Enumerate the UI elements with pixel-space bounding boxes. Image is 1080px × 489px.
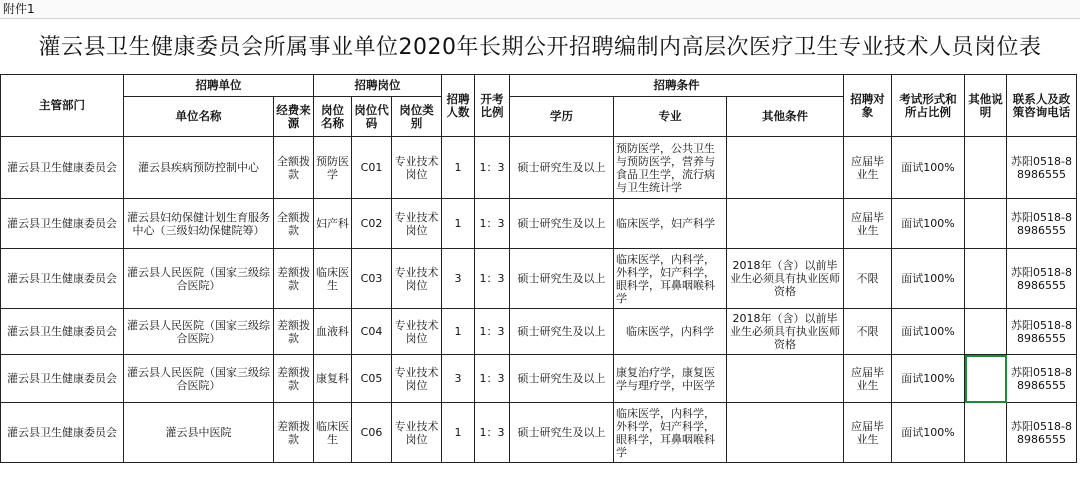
- header-funding: 经费来源: [274, 97, 314, 137]
- cell-dept[interactable]: 灌云县卫生健康委员会: [1, 355, 124, 403]
- header-post-type: 岗位类别: [392, 97, 442, 137]
- cell-unit[interactable]: 灌云县人民医院（国家三级综合医院）: [124, 355, 274, 403]
- header-exam: 考试形式和所占比例: [892, 75, 965, 137]
- document-title: 灌云县卫生健康委员会所属事业单位2020年长期公开招聘编制内高层次医疗卫生专业技术人员岗位表: [38, 35, 1042, 60]
- header-unit-group: 招聘单位: [124, 75, 314, 97]
- header-other-note: 其他说明: [965, 75, 1007, 137]
- cell-unit[interactable]: 灌云县人民医院（国家三级综合医院）: [124, 309, 274, 355]
- cell-dept[interactable]: 灌云县卫生健康委员会: [1, 199, 124, 249]
- cell-target[interactable]: 应届毕业生: [844, 137, 892, 199]
- cell-education[interactable]: 硕士研究生及以上: [510, 137, 614, 199]
- cell-ratio[interactable]: 1：3: [475, 199, 510, 249]
- cell-other-cond[interactable]: [727, 355, 844, 403]
- header-cond-group: 招聘条件: [510, 75, 844, 97]
- cell-dept[interactable]: 灌云县卫生健康委员会: [1, 249, 124, 309]
- cell-ratio[interactable]: 1：3: [475, 403, 510, 463]
- cell-count[interactable]: 1: [442, 309, 475, 355]
- cell-exam[interactable]: 面试100%: [892, 249, 965, 309]
- cell-ratio[interactable]: 1：3: [475, 249, 510, 309]
- cell-exam[interactable]: 面试100%: [892, 355, 965, 403]
- header-unit-name: 单位名称: [124, 97, 274, 137]
- cell-funding[interactable]: 差额拨款: [274, 309, 314, 355]
- cell-funding[interactable]: 差额拨款: [274, 355, 314, 403]
- cell-type[interactable]: 专业技术岗位: [392, 355, 442, 403]
- table-row: [1, 199, 1077, 249]
- header-other-cond: 其他条件: [727, 97, 844, 137]
- cell-unit[interactable]: 灌云县妇幼保健计划生育服务中心（三级妇幼保健院筹）: [124, 199, 274, 249]
- cell-post[interactable]: 预防医学: [314, 137, 352, 199]
- cell-note[interactable]: [965, 137, 1007, 199]
- cell-count[interactable]: 1: [442, 137, 475, 199]
- cell-code[interactable]: C06: [352, 403, 392, 463]
- table-row: [1, 355, 1077, 403]
- cell-education[interactable]: 硕士研究生及以上: [510, 403, 614, 463]
- cell-contact[interactable]: 苏阳0518-88986555: [1007, 249, 1077, 309]
- cell-post[interactable]: 妇产科: [314, 199, 352, 249]
- table-row: [1, 249, 1077, 309]
- cell-unit[interactable]: 灌云县人民医院（国家三级综合医院）: [124, 249, 274, 309]
- cell-other-cond[interactable]: 2018年（含）以前毕业生必须具有执业医师资格: [727, 249, 844, 309]
- table-row: [1, 137, 1077, 199]
- cell-note[interactable]: [965, 309, 1007, 355]
- cell-dept[interactable]: 灌云县卫生健康委员会: [1, 403, 124, 463]
- cell-code[interactable]: C04: [352, 309, 392, 355]
- cell-target[interactable]: 应届毕业生: [844, 403, 892, 463]
- cell-ratio[interactable]: 1：3: [475, 355, 510, 403]
- cell-note[interactable]: [965, 403, 1007, 463]
- cell-code[interactable]: C01: [352, 137, 392, 199]
- cell-count[interactable]: 1: [442, 403, 475, 463]
- cell-major[interactable]: 预防医学，公共卫生与预防医学，营养与食品卫生学，流行病与卫生统计学: [614, 137, 727, 199]
- cell-funding[interactable]: 差额拨款: [274, 249, 314, 309]
- cell-education[interactable]: 硕士研究生及以上: [510, 199, 614, 249]
- cell-target[interactable]: 应届毕业生: [844, 355, 892, 403]
- cell-exam[interactable]: 面试100%: [892, 309, 965, 355]
- cell-target[interactable]: 不限: [844, 249, 892, 309]
- cell-type[interactable]: 专业技术岗位: [392, 249, 442, 309]
- header-count: 招聘人数: [442, 75, 475, 137]
- cell-type[interactable]: 专业技术岗位: [392, 403, 442, 463]
- cell-funding[interactable]: 全额拨款: [274, 199, 314, 249]
- cell-other-cond[interactable]: [727, 403, 844, 463]
- cell-other-cond[interactable]: [727, 199, 844, 249]
- header-major: 专业: [614, 97, 727, 137]
- cell-other-cond[interactable]: 2018年（含）以前毕业生必须具有执业医师资格: [727, 309, 844, 355]
- cell-target[interactable]: 不限: [844, 309, 892, 355]
- cell-dept[interactable]: 灌云县卫生健康委员会: [1, 309, 124, 355]
- cell-count[interactable]: 3: [442, 249, 475, 309]
- header-post-name: 岗位名称: [314, 97, 352, 137]
- cell-post[interactable]: 康复科: [314, 355, 352, 403]
- cell-code[interactable]: C02: [352, 199, 392, 249]
- cell-count[interactable]: 3: [442, 355, 475, 403]
- cell-contact[interactable]: 苏阳0518-88986555: [1007, 199, 1077, 249]
- cell-funding[interactable]: 全额拨款: [274, 137, 314, 199]
- header-ratio: 开考比例: [475, 75, 510, 137]
- header-dept: 主管部门: [1, 75, 124, 137]
- cell-type[interactable]: 专业技术岗位: [392, 137, 442, 199]
- cell-major[interactable]: 临床医学，内科学，外科学，妇产科学，眼科学，耳鼻咽喉科学: [614, 249, 727, 309]
- cell-post[interactable]: 血液科: [314, 309, 352, 355]
- header-target: 招聘对象: [844, 75, 892, 137]
- header-post-group: 招聘岗位: [314, 75, 442, 97]
- cell-ratio[interactable]: 1：3: [475, 309, 510, 355]
- cell-major[interactable]: 临床医学，内科学，外科学，妇产科学，眼科学，耳鼻咽喉科学: [614, 403, 727, 463]
- selected-cell-note[interactable]: [965, 355, 1007, 403]
- cell-contact[interactable]: 苏阳0518-88986555: [1007, 137, 1077, 199]
- cell-exam[interactable]: 面试100%: [892, 403, 965, 463]
- header-post-code: 岗位代码: [352, 97, 392, 137]
- cell-education[interactable]: 硕士研究生及以上: [510, 355, 614, 403]
- cell-note[interactable]: [965, 249, 1007, 309]
- cell-code[interactable]: C03: [352, 249, 392, 309]
- cell-unit[interactable]: 灌云县中医院: [124, 403, 274, 463]
- cell-contact[interactable]: 苏阳0518-88986555: [1007, 355, 1077, 403]
- cell-education[interactable]: 硕士研究生及以上: [510, 249, 614, 309]
- cell-major[interactable]: 临床医学，内科学: [614, 309, 727, 355]
- cell-unit[interactable]: 灌云县疾病预防控制中心: [124, 137, 274, 199]
- cell-type[interactable]: 专业技术岗位: [392, 309, 442, 355]
- cell-dept[interactable]: 灌云县卫生健康委员会: [1, 137, 124, 199]
- table-row: [1, 403, 1077, 463]
- cell-exam[interactable]: 面试100%: [892, 199, 965, 249]
- cell-other-cond[interactable]: [727, 137, 844, 199]
- header-contact: 联系人及政策咨询电话: [1007, 75, 1077, 137]
- cell-major[interactable]: 康复治疗学，康复医学与理疗学，中医学: [614, 355, 727, 403]
- sheet-top-bar: [0, 0, 1080, 19]
- cell-note[interactable]: [965, 199, 1007, 249]
- cell-major[interactable]: 临床医学，妇产科学: [614, 199, 727, 249]
- cell-count[interactable]: 1: [442, 199, 475, 249]
- cell-exam[interactable]: 面试100%: [892, 137, 965, 199]
- cell-code[interactable]: C05: [352, 355, 392, 403]
- cell-post[interactable]: 临床医生: [314, 403, 352, 463]
- cell-ratio[interactable]: 1：3: [475, 137, 510, 199]
- cell-contact[interactable]: 苏阳0518-88986555: [1007, 403, 1077, 463]
- header-education: 学历: [510, 97, 614, 137]
- cell-target[interactable]: 应届毕业生: [844, 199, 892, 249]
- cell-education[interactable]: 硕士研究生及以上: [510, 309, 614, 355]
- table-row: [1, 309, 1077, 355]
- attachment-label: 附件1: [3, 2, 35, 16]
- cell-post[interactable]: 临床医生: [314, 249, 352, 309]
- positions-table: [0, 74, 1077, 463]
- cell-funding[interactable]: 差额拨款: [274, 403, 314, 463]
- cell-contact[interactable]: 苏阳0518-88986555: [1007, 309, 1077, 355]
- cell-type[interactable]: 专业技术岗位: [392, 199, 442, 249]
